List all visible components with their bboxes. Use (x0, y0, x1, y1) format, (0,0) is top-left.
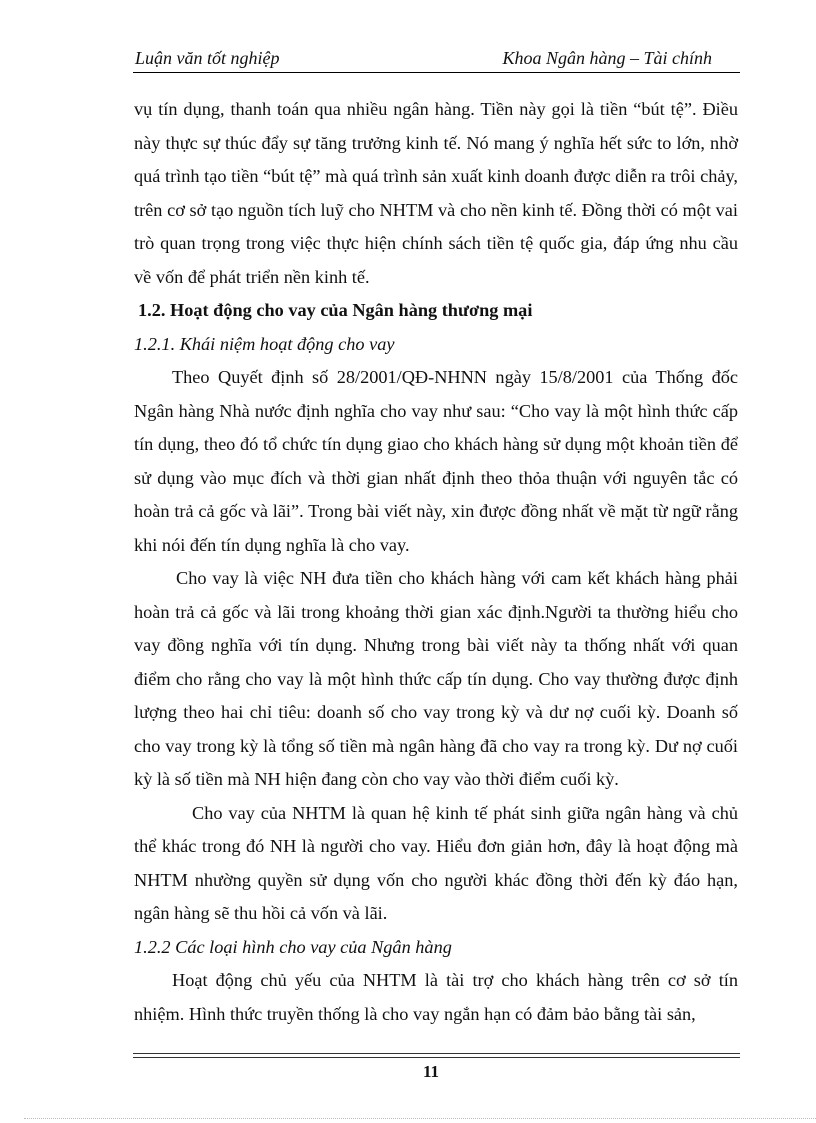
heading-1-2-2: 1.2.2 Các loại hình cho vay của Ngân hàng (134, 936, 452, 957)
page-edge-divider (24, 1118, 816, 1119)
paragraph-intro: vụ tín dụng, thanh toán qua nhiều ngân hàng. Tiền này gọi là tiền “bút tệ”. Điều này thực sự thúc đẩy sự tăng trưởng kinh tế. Nó mang ý nghĩa hết sức to lớn, nhờ quá trình tạo tiền “bút tệ” mà quá trình sản xuất kinh doanh được diễn ra trôi chảy, trên cơ sở tạo nguồn tích luỹ cho NHTM và cho nền kinh tế. Đồng thời có một vai trò quan trọng trong việc thực hiện chính sách tiền tệ quốc gia, đáp ứng nhu cầu về vốn để phát triển nền kinh tế. (134, 99, 738, 287)
page-body (134, 93, 738, 1031)
page-number: 11 (422, 1062, 440, 1081)
paragraph-definition: Theo Quyết định số 28/2001/QĐ-NHNN ngày 15/8/2001 của Thống đốc Ngân hàng Nhà nước định nghĩa cho vay như sau: “Cho vay là một hình thức cấp tín dụng, theo đó tổ chức tín dụng giao cho khách hàng sử dụng một khoản tiền để sử dụng vào mục đích và thời gian nhất định theo thỏa thuận với nguyên tắc có hoàn trả cả gốc và lãi”. Trong bài viết này, xin được đồng nhất về mặt từ ngữ rằng khi nói đến tín dụng nghĩa là cho vay. (134, 367, 738, 555)
paragraph-lending-relation: Cho vay của NHTM là quan hệ kinh tế phát sinh giữa ngân hàng và chủ thể khác trong đó NH là người cho vay. Hiểu đơn giản hơn, đây là hoạt động mà NHTM nhường quyền sử dụng vốn cho người khác đồng thời đến kỳ đáo hạn, ngân hàng sẽ thu hồi cả vốn và lãi. (134, 802, 738, 923)
paragraph-lending-concept: Cho vay là việc NH đưa tiền cho khách hàng với cam kết khách hàng phải hoàn trả cả gốc và lãi trong khoảng thời gian xác định.Người ta thường hiểu cho vay đồng nghĩa với tín dụng. Nhưng trong bài viết này ta thống nhất với quan điểm cho rằng cho vay là một hình thức cấp tín dụng. Cho vay thường được định lượng theo hai chỉ tiêu: doanh số cho vay trong kỳ và dư nợ cuối kỳ. Doanh số cho vay trong kỳ là tổng số tiền mà ngân hàng đã cho vay ra trong kỳ. Dư nợ cuối kỳ là số tiền mà NH hiện đang còn cho vay vào thời điểm cuối kỳ. (134, 568, 738, 789)
header-faculty: Khoa Ngân hàng – Tài chính (502, 48, 712, 68)
header-thesis-title: Luận văn tốt nghiệp (135, 48, 280, 68)
heading-1-2-1: 1.2.1. Khái niệm hoạt động cho vay (134, 333, 395, 354)
heading-1-2: 1.2. Hoạt động cho vay của Ngân hàng thương mại (138, 300, 533, 320)
page-header (133, 48, 740, 74)
footer-rule-top (133, 1053, 740, 1054)
paragraph-lending-types: Hoạt động chủ yếu của NHTM là tài trợ cho khách hàng trên cơ sở tín nhiệm. Hình thức truyền thống là cho vay ngắn hạn có đảm bảo bằng tài sản, (134, 970, 738, 1024)
header-rule (133, 72, 740, 73)
footer-rule-bottom (133, 1057, 740, 1058)
